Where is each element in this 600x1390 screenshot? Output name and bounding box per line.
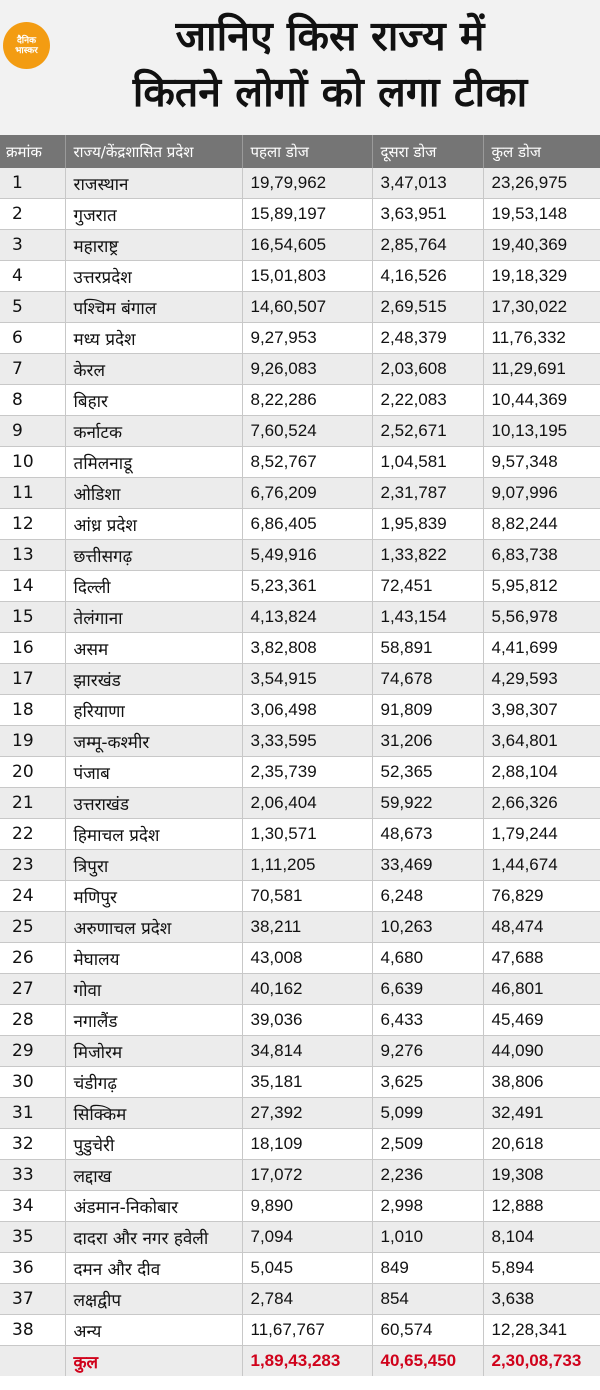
- row-first-dose: 39,036: [242, 1005, 372, 1036]
- row-first-dose: 1,30,571: [242, 819, 372, 850]
- table-row: [0, 633, 600, 664]
- row-state: अरुणाचल प्रदेश: [65, 912, 242, 943]
- row-sno: 14: [0, 571, 65, 602]
- row-total-dose: 9,07,996: [483, 478, 600, 509]
- row-second-dose: 6,248: [372, 881, 483, 912]
- table-row: [0, 664, 600, 695]
- row-sno: 20: [0, 757, 65, 788]
- row-second-dose: 58,891: [372, 633, 483, 664]
- total-sno: [0, 1346, 65, 1377]
- row-second-dose: 2,48,379: [372, 323, 483, 354]
- row-first-dose: 11,67,767: [242, 1315, 372, 1346]
- table-row: [0, 912, 600, 943]
- row-total-dose: 8,82,244: [483, 509, 600, 540]
- row-sno: 13: [0, 540, 65, 571]
- row-sno: 5: [0, 292, 65, 323]
- col-header-total-dose: कुल डोज: [483, 135, 600, 168]
- table-row: [0, 478, 600, 509]
- row-second-dose: 2,236: [372, 1160, 483, 1191]
- row-sno: 35: [0, 1222, 65, 1253]
- total-second-dose: 40,65,450: [372, 1346, 483, 1377]
- row-sno: 22: [0, 819, 65, 850]
- row-second-dose: 2,69,515: [372, 292, 483, 323]
- row-state: लद्दाख: [65, 1160, 242, 1191]
- row-sno: 7: [0, 354, 65, 385]
- row-total-dose: 2,88,104: [483, 757, 600, 788]
- row-first-dose: 8,22,286: [242, 385, 372, 416]
- row-sno: 28: [0, 1005, 65, 1036]
- col-header-state: राज्य/केंद्रशासित प्रदेश: [65, 135, 242, 168]
- table-row: [0, 1315, 600, 1346]
- row-state: नगालैंड: [65, 1005, 242, 1036]
- row-state: मिजोरम: [65, 1036, 242, 1067]
- row-first-dose: 9,890: [242, 1191, 372, 1222]
- row-total-dose: 11,76,332: [483, 323, 600, 354]
- row-total-dose: 4,41,699: [483, 633, 600, 664]
- row-sno: 38: [0, 1315, 65, 1346]
- table-row: [0, 881, 600, 912]
- row-first-dose: 15,01,803: [242, 261, 372, 292]
- table-row: [0, 1005, 600, 1036]
- title-line-2: कितने लोगों को लगा टीका: [132, 68, 528, 116]
- row-first-dose: 4,13,824: [242, 602, 372, 633]
- row-sno: 27: [0, 974, 65, 1005]
- row-second-dose: 854: [372, 1284, 483, 1315]
- row-state: दिल्ली: [65, 571, 242, 602]
- row-state: केरल: [65, 354, 242, 385]
- row-total-dose: 12,28,341: [483, 1315, 600, 1346]
- row-total-dose: 38,806: [483, 1067, 600, 1098]
- row-total-dose: 10,44,369: [483, 385, 600, 416]
- row-second-dose: 52,365: [372, 757, 483, 788]
- row-total-dose: 3,638: [483, 1284, 600, 1315]
- row-total-dose: 4,29,593: [483, 664, 600, 695]
- row-second-dose: 1,04,581: [372, 447, 483, 478]
- row-second-dose: 2,52,671: [372, 416, 483, 447]
- col-header-sno: क्रमांक: [0, 135, 65, 168]
- row-first-dose: 9,26,083: [242, 354, 372, 385]
- table-row: [0, 819, 600, 850]
- row-total-dose: 10,13,195: [483, 416, 600, 447]
- table-row: [0, 385, 600, 416]
- row-sno: 30: [0, 1067, 65, 1098]
- row-state: कर्नाटक: [65, 416, 242, 447]
- row-second-dose: 4,16,526: [372, 261, 483, 292]
- row-sno: 19: [0, 726, 65, 757]
- row-first-dose: 3,33,595: [242, 726, 372, 757]
- page-title: [60, 8, 600, 120]
- row-sno: 21: [0, 788, 65, 819]
- row-state: हिमाचल प्रदेश: [65, 819, 242, 850]
- row-second-dose: 91,809: [372, 695, 483, 726]
- row-state: दमन और दीव: [65, 1253, 242, 1284]
- row-second-dose: 5,099: [372, 1098, 483, 1129]
- row-second-dose: 1,010: [372, 1222, 483, 1253]
- row-sno: 37: [0, 1284, 65, 1315]
- row-first-dose: 2,35,739: [242, 757, 372, 788]
- row-first-dose: 9,27,953: [242, 323, 372, 354]
- row-second-dose: 3,47,013: [372, 168, 483, 199]
- row-second-dose: 2,03,608: [372, 354, 483, 385]
- logo-line-2: भास्कर: [15, 45, 38, 56]
- row-total-dose: 19,308: [483, 1160, 600, 1191]
- table-row: [0, 788, 600, 819]
- row-state: चंडीगढ़: [65, 1067, 242, 1098]
- row-first-dose: 2,06,404: [242, 788, 372, 819]
- table-row: [0, 943, 600, 974]
- table-row: [0, 695, 600, 726]
- row-total-dose: 44,090: [483, 1036, 600, 1067]
- row-sno: 15: [0, 602, 65, 633]
- row-second-dose: 33,469: [372, 850, 483, 881]
- title-line-1: जानिए किस राज्य में: [175, 12, 485, 60]
- row-state: पंजाब: [65, 757, 242, 788]
- row-total-dose: 32,491: [483, 1098, 600, 1129]
- table-row: [0, 757, 600, 788]
- table-row: [0, 230, 600, 261]
- row-sno: 23: [0, 850, 65, 881]
- table-row: [0, 974, 600, 1005]
- table-row: [0, 447, 600, 478]
- row-first-dose: 6,86,405: [242, 509, 372, 540]
- row-second-dose: 849: [372, 1253, 483, 1284]
- row-first-dose: 3,82,808: [242, 633, 372, 664]
- row-second-dose: 2,85,764: [372, 230, 483, 261]
- row-sno: 24: [0, 881, 65, 912]
- table-row: [0, 1284, 600, 1315]
- row-first-dose: 38,211: [242, 912, 372, 943]
- row-second-dose: 2,22,083: [372, 385, 483, 416]
- row-second-dose: 1,43,154: [372, 602, 483, 633]
- vaccination-table: [0, 135, 600, 1376]
- row-state: राजस्थान: [65, 168, 242, 199]
- header: [0, 0, 600, 135]
- row-state: आंध्र प्रदेश: [65, 509, 242, 540]
- row-sno: 12: [0, 509, 65, 540]
- table-row: [0, 726, 600, 757]
- table-header-row: [0, 135, 600, 168]
- total-total-dose: 2,30,08,733: [483, 1346, 600, 1377]
- row-total-dose: 8,104: [483, 1222, 600, 1253]
- row-state: सिक्किम: [65, 1098, 242, 1129]
- row-first-dose: 6,76,209: [242, 478, 372, 509]
- total-first-dose: 1,89,43,283: [242, 1346, 372, 1377]
- row-first-dose: 14,60,507: [242, 292, 372, 323]
- total-row: [0, 1346, 600, 1377]
- row-sno: 3: [0, 230, 65, 261]
- row-second-dose: 2,31,787: [372, 478, 483, 509]
- table-row: [0, 261, 600, 292]
- row-first-dose: 7,60,524: [242, 416, 372, 447]
- table-row: [0, 1191, 600, 1222]
- row-total-dose: 45,469: [483, 1005, 600, 1036]
- row-sno: 34: [0, 1191, 65, 1222]
- row-sno: 2: [0, 199, 65, 230]
- table-row: [0, 292, 600, 323]
- table-row: [0, 323, 600, 354]
- row-second-dose: 3,63,951: [372, 199, 483, 230]
- row-sno: 32: [0, 1129, 65, 1160]
- row-state: अन्य: [65, 1315, 242, 1346]
- row-second-dose: 31,206: [372, 726, 483, 757]
- row-first-dose: 2,784: [242, 1284, 372, 1315]
- row-state: लक्षद्वीप: [65, 1284, 242, 1315]
- row-state: पुडुचेरी: [65, 1129, 242, 1160]
- row-first-dose: 1,11,205: [242, 850, 372, 881]
- row-state: गोवा: [65, 974, 242, 1005]
- row-second-dose: 2,998: [372, 1191, 483, 1222]
- row-sno: 26: [0, 943, 65, 974]
- row-second-dose: 72,451: [372, 571, 483, 602]
- row-total-dose: 19,18,329: [483, 261, 600, 292]
- row-second-dose: 4,680: [372, 943, 483, 974]
- row-sno: 11: [0, 478, 65, 509]
- row-second-dose: 59,922: [372, 788, 483, 819]
- row-sno: 31: [0, 1098, 65, 1129]
- row-second-dose: 6,639: [372, 974, 483, 1005]
- row-state: मणिपुर: [65, 881, 242, 912]
- row-total-dose: 5,95,812: [483, 571, 600, 602]
- row-state: गुजरात: [65, 199, 242, 230]
- row-total-dose: 20,618: [483, 1129, 600, 1160]
- table-row: [0, 850, 600, 881]
- row-total-dose: 3,64,801: [483, 726, 600, 757]
- row-total-dose: 17,30,022: [483, 292, 600, 323]
- table-row: [0, 1222, 600, 1253]
- row-state: हरियाणा: [65, 695, 242, 726]
- row-first-dose: 15,89,197: [242, 199, 372, 230]
- table-row: [0, 1036, 600, 1067]
- row-state: उत्तराखंड: [65, 788, 242, 819]
- row-state: पश्चिम बंगाल: [65, 292, 242, 323]
- row-sno: 33: [0, 1160, 65, 1191]
- row-sno: 9: [0, 416, 65, 447]
- row-state: झारखंड: [65, 664, 242, 695]
- row-state: तमिलनाडू: [65, 447, 242, 478]
- table-row: [0, 168, 600, 199]
- row-sno: 36: [0, 1253, 65, 1284]
- row-first-dose: 5,045: [242, 1253, 372, 1284]
- row-state: ओडिशा: [65, 478, 242, 509]
- row-total-dose: 5,56,978: [483, 602, 600, 633]
- row-sno: 1: [0, 168, 65, 199]
- row-total-dose: 19,53,148: [483, 199, 600, 230]
- row-first-dose: 3,06,498: [242, 695, 372, 726]
- row-second-dose: 1,33,822: [372, 540, 483, 571]
- row-state: बिहार: [65, 385, 242, 416]
- row-sno: 29: [0, 1036, 65, 1067]
- table-row: [0, 571, 600, 602]
- table-row: [0, 1067, 600, 1098]
- table-row: [0, 354, 600, 385]
- row-total-dose: 5,894: [483, 1253, 600, 1284]
- table-row: [0, 602, 600, 633]
- table-row: [0, 509, 600, 540]
- row-second-dose: 10,263: [372, 912, 483, 943]
- row-second-dose: 6,433: [372, 1005, 483, 1036]
- row-state: जम्मू-कश्मीर: [65, 726, 242, 757]
- row-sno: 6: [0, 323, 65, 354]
- row-total-dose: 3,98,307: [483, 695, 600, 726]
- row-first-dose: 5,23,361: [242, 571, 372, 602]
- row-first-dose: 34,814: [242, 1036, 372, 1067]
- row-total-dose: 2,66,326: [483, 788, 600, 819]
- row-state: त्रिपुरा: [65, 850, 242, 881]
- row-total-dose: 23,26,975: [483, 168, 600, 199]
- row-state: तेलंगाना: [65, 602, 242, 633]
- col-header-first-dose: पहला डोज: [242, 135, 372, 168]
- row-total-dose: 1,44,674: [483, 850, 600, 881]
- row-sno: 16: [0, 633, 65, 664]
- row-first-dose: 16,54,605: [242, 230, 372, 261]
- row-total-dose: 46,801: [483, 974, 600, 1005]
- total-label: कुल: [65, 1346, 242, 1377]
- table-row: [0, 1098, 600, 1129]
- row-sno: 17: [0, 664, 65, 695]
- table-row: [0, 416, 600, 447]
- table-row: [0, 1160, 600, 1191]
- row-state: अंडमान-निकोबार: [65, 1191, 242, 1222]
- row-first-dose: 35,181: [242, 1067, 372, 1098]
- row-first-dose: 5,49,916: [242, 540, 372, 571]
- col-header-second-dose: दूसरा डोज: [372, 135, 483, 168]
- row-total-dose: 11,29,691: [483, 354, 600, 385]
- row-total-dose: 9,57,348: [483, 447, 600, 478]
- row-total-dose: 76,829: [483, 881, 600, 912]
- row-first-dose: 7,094: [242, 1222, 372, 1253]
- row-sno: 8: [0, 385, 65, 416]
- table-row: [0, 199, 600, 230]
- table-row: [0, 540, 600, 571]
- row-state: असम: [65, 633, 242, 664]
- row-first-dose: 18,109: [242, 1129, 372, 1160]
- table-body: [0, 168, 600, 1376]
- row-first-dose: 43,008: [242, 943, 372, 974]
- row-first-dose: 3,54,915: [242, 664, 372, 695]
- row-total-dose: 48,474: [483, 912, 600, 943]
- row-state: दादरा और नगर हवेली: [65, 1222, 242, 1253]
- row-second-dose: 9,276: [372, 1036, 483, 1067]
- row-first-dose: 27,392: [242, 1098, 372, 1129]
- logo-line-1: दैनिक: [16, 35, 37, 46]
- row-first-dose: 70,581: [242, 881, 372, 912]
- row-state: महाराष्ट्र: [65, 230, 242, 261]
- row-total-dose: 47,688: [483, 943, 600, 974]
- dainik-bhaskar-logo: [3, 22, 50, 69]
- row-first-dose: 19,79,962: [242, 168, 372, 199]
- table-row: [0, 1253, 600, 1284]
- row-total-dose: 19,40,369: [483, 230, 600, 261]
- table-row: [0, 1129, 600, 1160]
- row-state: उत्तरप्रदेश: [65, 261, 242, 292]
- row-state: मेघालय: [65, 943, 242, 974]
- row-first-dose: 17,072: [242, 1160, 372, 1191]
- row-sno: 4: [0, 261, 65, 292]
- row-sno: 18: [0, 695, 65, 726]
- row-second-dose: 2,509: [372, 1129, 483, 1160]
- row-state: छत्तीसगढ़: [65, 540, 242, 571]
- row-sno: 10: [0, 447, 65, 478]
- row-total-dose: 12,888: [483, 1191, 600, 1222]
- row-second-dose: 60,574: [372, 1315, 483, 1346]
- row-first-dose: 40,162: [242, 974, 372, 1005]
- row-second-dose: 74,678: [372, 664, 483, 695]
- row-sno: 25: [0, 912, 65, 943]
- row-second-dose: 48,673: [372, 819, 483, 850]
- row-total-dose: 1,79,244: [483, 819, 600, 850]
- row-second-dose: 1,95,839: [372, 509, 483, 540]
- row-state: मध्य प्रदेश: [65, 323, 242, 354]
- row-total-dose: 6,83,738: [483, 540, 600, 571]
- row-second-dose: 3,625: [372, 1067, 483, 1098]
- row-first-dose: 8,52,767: [242, 447, 372, 478]
